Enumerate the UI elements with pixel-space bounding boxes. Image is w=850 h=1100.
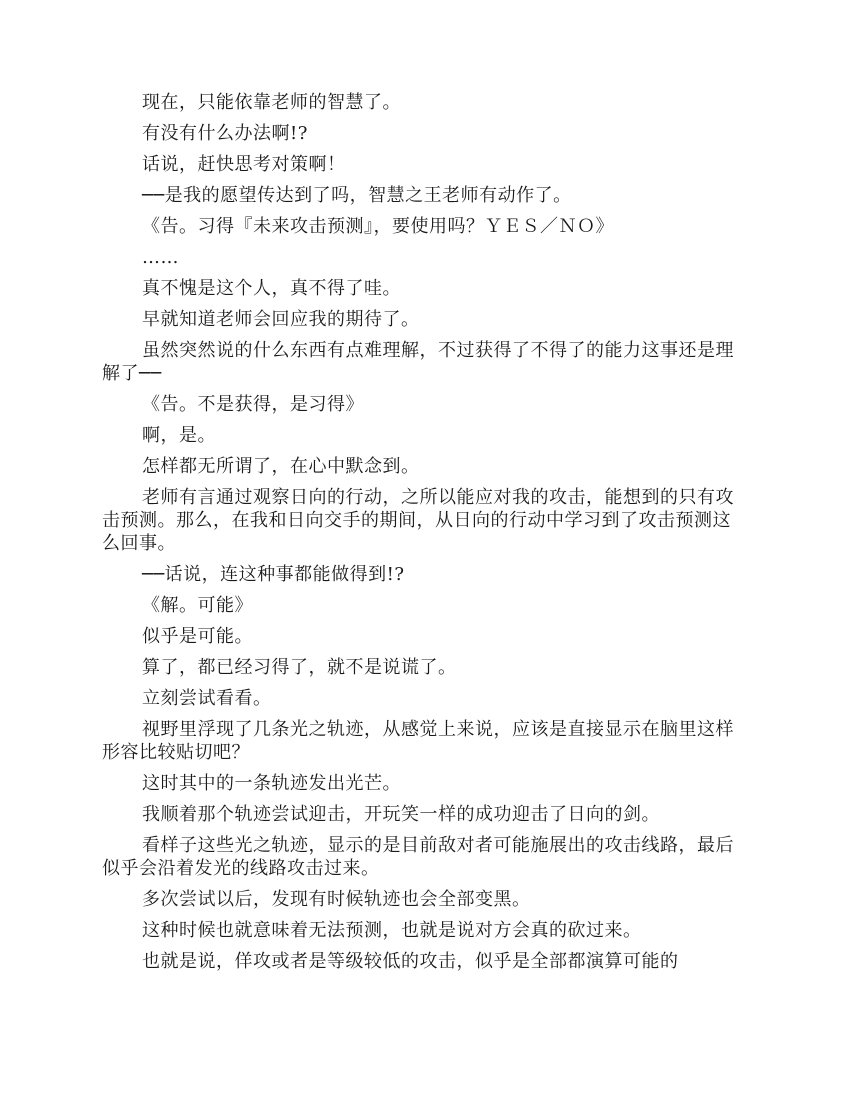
paragraph: 啊，是。 (142, 425, 216, 446)
paragraph: 视野里浮现了几条光之轨迹，从感觉上来说，应该是直接显示在脑里这样形容比较贴切吧？ (102, 719, 734, 763)
paragraph: 似乎是可能。 (142, 626, 253, 647)
paragraph: 现在，只能依靠老师的智慧了。 (142, 92, 401, 113)
paragraph: ──是我的愿望传达到了吗，智慧之王老师有动作了。 (142, 185, 572, 206)
paragraph: 这时其中的一条轨迹发出光芒。 (142, 773, 401, 794)
paragraph: 立刻尝试看看。 (142, 688, 272, 709)
paragraph: 虽然突然说的什么东西有点难理解，不过获得了不得了的能力这事还是理解了── (102, 340, 734, 384)
paragraph: 怎样都无所谓了，在心中默念到。 (142, 456, 420, 477)
paragraph: 真不愧是这个人，真不得了哇。 (142, 278, 401, 299)
paragraph: 这种时候也就意味着无法预测，也就是说对方会真的砍过来。 (142, 920, 642, 941)
paragraph: 早就知道老师会回应我的期待了。 (142, 309, 420, 330)
paragraph: 我顺着那个轨迹尝试迎击，开玩笑一样的成功迎击了日向的剑。 (142, 804, 660, 825)
paragraph: 《解。可能》 (142, 595, 253, 616)
paragraph: 有没有什么办法啊!? (142, 123, 308, 144)
paragraph: 看样子这些光之轨迹，显示的是目前敌对者可能施展出的攻击线路，最后似乎会沿着发光的线路攻击过来。 (102, 835, 734, 879)
paragraph: 算了，都已经习得了，就不是说谎了。 (142, 657, 457, 678)
body-text (102, 91, 748, 981)
paragraph: 多次尝试以后，发现有时候轨迹也会全部变黑。 (142, 889, 531, 910)
paragraph: ──话说，连这种事都能做得到!? (142, 564, 405, 585)
paragraph: 话说，赶快思考对策啊！ (142, 154, 346, 175)
paragraph: 也就是说，佯攻或者是等级较低的攻击，似乎是全部都演算可能的 (142, 951, 679, 972)
paragraph: 老师有言通过观察日向的行动，之所以能应对我的攻击，能想到的只有攻击预测。那么，在我和日向交手的期间，从日向的行动中学习到了攻击预测这么回事。 (102, 487, 734, 554)
paragraph: 《告。不是获得，是习得》 (142, 394, 364, 415)
paragraph: 《告。习得『未来攻击预测』，要使用吗？ＹＥＳ／ＮＯ》 (142, 216, 614, 237)
paragraph: …… (142, 247, 179, 268)
